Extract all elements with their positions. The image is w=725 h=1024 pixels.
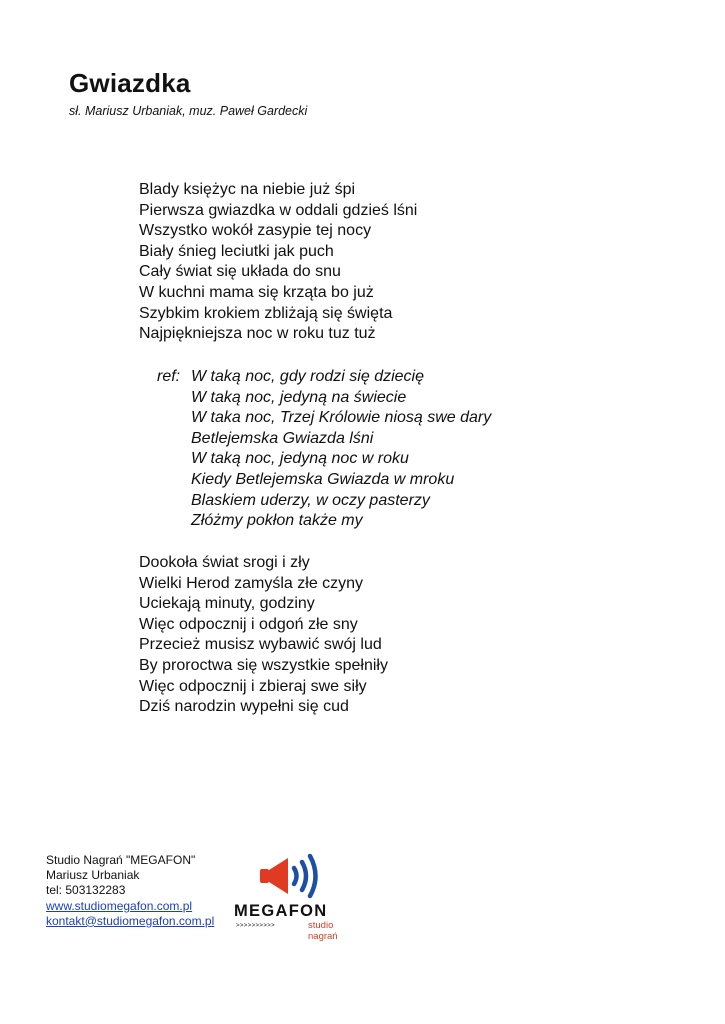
chorus-line: Złóżmy pokłon także my [191,512,363,530]
chorus-line: W taką noc, jedyną na świecie [191,388,407,406]
verse-line: Przecież musisz wybawić swój lud [139,636,382,654]
chorus-lines [191,367,491,532]
logo-arrows: >>>>>>>>>> [236,923,276,929]
chorus-line: W taką noc, jedyną noc w roku [191,450,409,468]
megaphone-speaker-icon [258,852,338,900]
website-link[interactable]: www.studiomegafon.com.pl [46,898,193,913]
chorus-line: W taką noc, gdy rodzi się dziecię [191,368,424,385]
chorus-label: ref: [157,368,181,385]
verse-line: Wielki Herod zamyśla złe czyny [139,574,364,592]
verse-line: Najpiękniejsza noc w roku tuz tuż [139,325,376,343]
chorus-line: W taka noc, Trzej Królowie niosą swe dary [191,409,492,427]
verse-line: Dookoła świat srogi i zły [139,554,310,571]
song-authors: sł. Mariusz Urbaniak, muz. Paweł Gardecki [69,104,308,118]
verse-line: Więc odpocznij i zbieraj swe siły [139,677,367,695]
verse-line: Cały świat się układa do snu [139,263,341,281]
verse-line: Pierwsza gwiazdka w oddali gdzieś lśni [139,201,418,219]
verse-line: Szybkim krokiem zbliżają się święta [139,304,393,322]
logo-brand-text: MEGAFON [234,902,328,920]
chorus-line: Blaskiem uderzy, w oczy pasterzy [191,491,430,509]
verse-line: W kuchni mama się krząta bo już [139,283,374,301]
verse-line: Uciekają minuty, godziny [139,595,315,613]
verse-1 [139,180,417,345]
logo-tagline: studio nagrań [308,920,338,942]
verse-line: Wszystko wokół zasypie tej nocy [139,222,372,240]
contact-block [46,853,214,929]
verse-line: Blady księżyc na niebie już śpi [139,181,356,198]
contact-phone: tel: 503132283 [46,883,126,898]
contact-name: Mariusz Urbaniak [46,868,140,883]
verse-line: Więc odpocznij i odgoń złe sny [139,615,358,633]
chorus-line: Betlejemska Gwiazda lśni [191,429,374,447]
song-title: Gwiazdka [69,68,191,98]
verse-line: By proroctwa się wszystkie spełniły [139,656,388,674]
email-link[interactable]: kontakt@studiomegafon.com.pl [46,913,215,928]
verse-2 [139,553,388,718]
verse-line: Dziś narodzin wypełni się cud [139,698,349,716]
verse-line: Biały śnieg leciutki jak puch [139,242,334,260]
studio-name: Studio Nagrań "MEGAFON" [46,853,196,867]
chorus-line: Kiedy Betlejemska Gwiazda w mroku [191,470,455,488]
megafon-logo [234,852,364,942]
